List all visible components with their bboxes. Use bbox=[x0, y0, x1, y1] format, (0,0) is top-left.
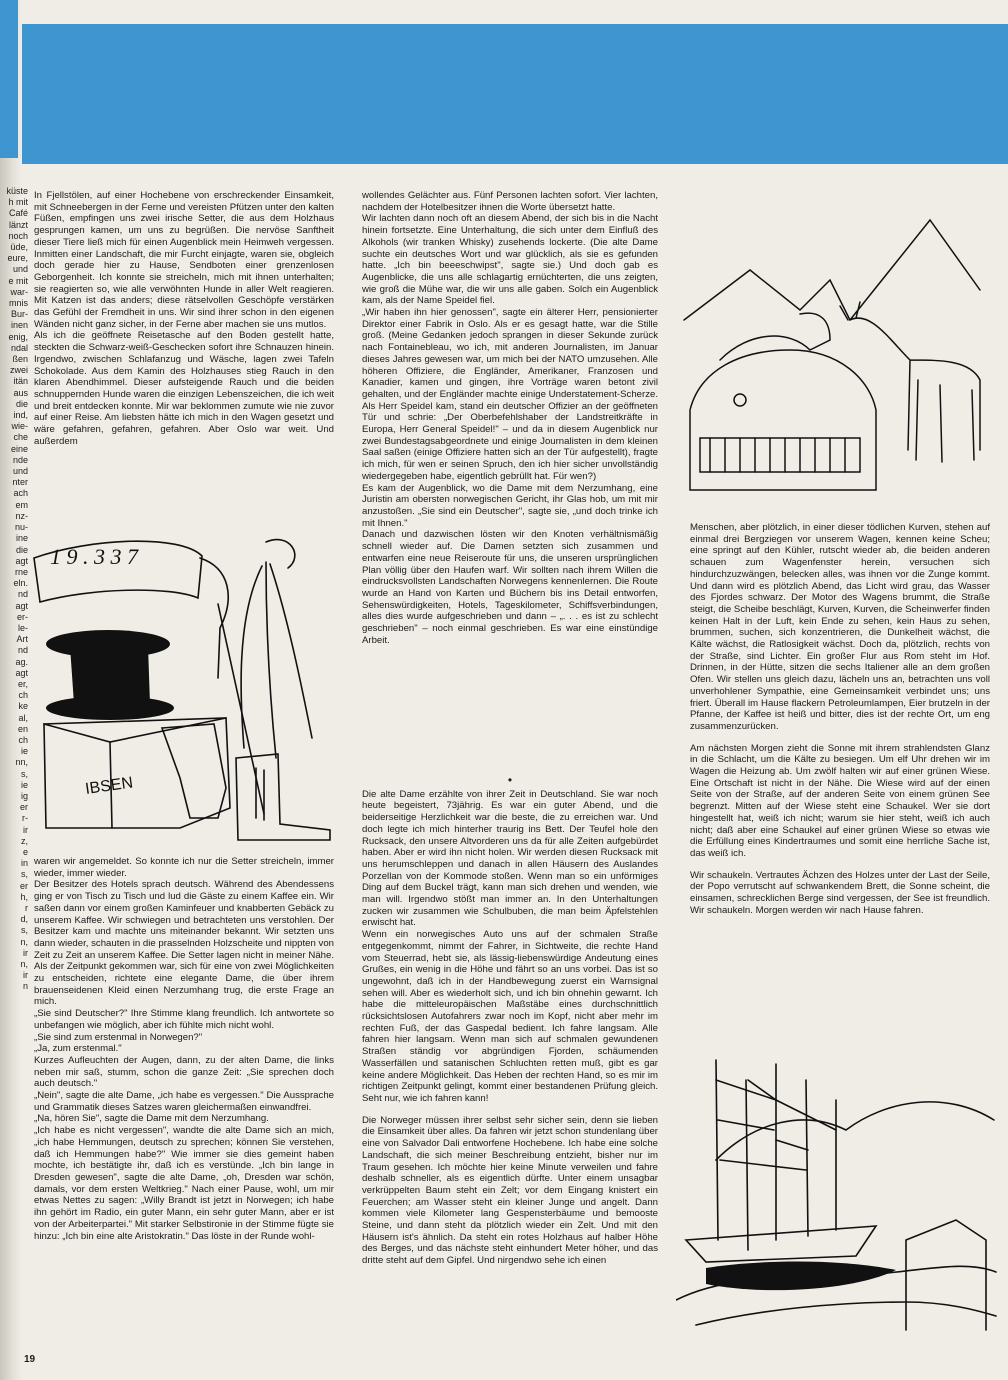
fragment-line: noch bbox=[8, 230, 28, 241]
fragment-line: ach bbox=[13, 488, 28, 499]
fragment-line: zwei bbox=[9, 365, 28, 376]
fragment-line: ir bbox=[23, 947, 28, 958]
fragment-line: in bbox=[20, 858, 28, 869]
fragment-line: n, bbox=[20, 936, 28, 947]
paragraph: Als ich die geöffnete Reisetasche auf den Boden gestellt hatte, steckten die Schwarz-weiß-Geschecken sofort ihre Schnauzen hinein. Irgendwo, zwischen Schlafanzug und Wäsche, lagen zwei Tafeln Schokolade. Aus dem Kamin des Holzhauses stieg Rauch in den klaren Abendhimmel. Dieser aufsteigende Rauch und die beiden schnuppernden Hunde waren die einzigen Lebenszeichen, die ich weit und breit entdecken konnte. Mir war beklommen zumute wie nie zuvor auf einer Reise. Am liebsten hätte ich mich in den Wagen gesetzt und wäre gefahren, gefahren, gefahren. Aber Oslo war weit. Und außerdem bbox=[34, 330, 334, 447]
fragment-line: nde bbox=[12, 454, 28, 465]
fragment-line: er- bbox=[17, 611, 28, 622]
fragment-line: h, bbox=[20, 891, 28, 902]
fragment-line: inen bbox=[10, 320, 28, 331]
hat-box-label: IBSEN bbox=[84, 774, 135, 798]
fragment-line: üde, bbox=[10, 242, 28, 253]
fragment-line: küste bbox=[6, 186, 28, 196]
article-column-3 bbox=[690, 522, 990, 917]
paragraph: Es kam der Augenblick, wo die Dame mit dem Nerzumhang, eine Juristin am obersten norwegischen Gericht, ihr Glas hob, um mit mir anzustoßen. „Sie sind ein Deutscher", sagte sie, „und doch trinke ich mit Ihnen." bbox=[362, 482, 658, 529]
paragraph: Die Norweger müssen ihrer selbst sehr sicher sein, denn sie lieben die Einsamkeit über alles. Da fahren wir jetzt schon stundenlang über eine von Salvador Dali entworfene Hochebene. Ich habe eine solche Landschaft, die sich meiner Beschreibung entzieht, bisher nur im Traum gesehen. Ich möchte hier keine Minute verweilen und fahre deshalb schneller, als es eigentlich dürfte. Unter einem unsagbar verkrüppelten Baum steht ein Zelt; vor dem Eingang knistert ein Feuerchen; am Wasser steht ein kleiner Junge und angelt. Dann kommen viele Kilometer lang Gespensterbäume und bemooste Steine, und dann steht da plötzlich wieder ein Zelt. Und mit den Häusern ist's ähnlich. Da steht ein rotes Holzhaus auf halber Höhe des Berges, und das nächste steht einhundert Meter höher, und das dritte steht auf dem Gipfel. Und nirgendwo sehe ich einen bbox=[362, 1114, 658, 1267]
fragment-line: en bbox=[17, 723, 28, 734]
fragment-line: eine bbox=[10, 443, 28, 454]
paragraph: „Ich habe es nicht vergessen", wandte die alte Dame sich an mich, „ich habe Hemmungen, deutsch zu sprechen; können Sie verstehen, daß ich Hemmungen habe?" Wie immer sie dies gemeint haben mochte, ich bestätigte ihr, daß ich es verstünde. „Ich bin lange in Dresden gewesen", sagte die alte Dame, „oh, Dresden war schön, damals, vor dem ersten Weltkrieg." Nach einer Pause, wohl, um mir etwas Nettes zu sagen: „Willy Brandt ist jetzt in Norwegen; ich habe ihn gehört im Radio, ein guter Mann, ein sehr guter Mann, aber er ist von der Arbeiterpartei." Mit starker Selbstironie in der Stimme fügte sie hinzu: „Ich bin eine alte Aristokratin." Das löste in der Runde wohl- bbox=[34, 1125, 334, 1242]
fragment-line: nn, bbox=[15, 757, 28, 768]
illustration-sailboats-harbor bbox=[676, 1040, 998, 1335]
fragment-line: eure, bbox=[7, 253, 28, 264]
mast-1 bbox=[716, 1060, 718, 1240]
fragment-line: Bur- bbox=[10, 309, 28, 320]
paragraph: Menschen, aber plötzlich, in einer dieser tödlichen Kurven, stehen auf einmal drei Bergziegen vor unserem Wagen, kennen keine Scheu; eine springt auf den Kühler, rutscht wieder ab, die beiden anderen schauen zum Wagenfenster herein, versuchen sich hindurchzuzwängen, belecken alles, was ihnen vor die Zunge kommt. Und dann wird es plötzlich Abend, das Licht wird grau, das Wasser des Fjordes schwarz. Der Motor des Wagens brummt, die Straße steigt, die Scheibe beschlägt, Kurven, Kurven, die Scheinwerfer finden keinen Halt in der Luft, kein Ende zu sehen, kein Haus zu sehen, brummen, suchen, sich konzentrieren, die Dunkelheit wächst, die Kälte wächst, die Ratlosigkeit wächst. Doch da, plötzlich, rechts von der Straße, sind Lichter. Ein großer Flur aus Rom steht im Hof. Drinnen, in der Hütte, sitzen die sechs Italiener alle an dem großen Ofen. Wir stellen uns gleich dazu, lächeln uns an, betrachten uns voll unverhohlener Sympathie, eine Gemeinsamkeit verbindet uns; uns friert. Überall im Hause flackern Petroleumlampen, Eier brutzeln in der Pfanne, der Kaffee ist heiß und bitter, dies ist der rechte Ort, um eng zusammenzurücken. bbox=[690, 522, 990, 732]
fragment-line: e mit bbox=[8, 275, 28, 286]
boot-left bbox=[162, 724, 226, 818]
fragment-line: ir bbox=[23, 970, 28, 981]
page-number: 19 bbox=[24, 1354, 36, 1365]
article-column-1-top bbox=[34, 190, 334, 447]
paragraph: Wir lachten dann noch oft an diesem Abend, der sich bis in die Nacht hinein fortsetzte. Eine Unterhaltung, die sich unter dem Einfluß des Alkohols (wir tranken Whisky) zusehends lockerte. (Die alte Dame suchte ein deutsches Wort und war glücklich, als sie es gefunden hatte. „Ich bin beeeschwipst", sagte sie.) Und doch gab es Augenblicke, die uns alle schlagartig ernüchterten, die uns zeigten, wie groß die Mühe war, die wir uns alle gaben. Solch ein Augenblick kam, als der Name Speidel fiel. bbox=[362, 213, 658, 307]
fragment-line: ig bbox=[20, 790, 28, 801]
paragraph: wollendes Gelächter aus. Fünf Personen lachten sofort. Vier lachten, nachdem der Hotelbesitzer ihnen die Worte übersetzt hatte. bbox=[362, 190, 658, 213]
paragraph: Kurzes Aufleuchten der Augen, dann, zu der alten Dame, die links neben mir saß, stumm, schon die ganze Zeit: „Sie sprechen doch auch deutsch." bbox=[34, 1054, 334, 1090]
fragment-line: ie bbox=[20, 746, 28, 757]
previous-page-column-fragment bbox=[0, 186, 30, 1086]
section-separator-dot: • bbox=[507, 773, 513, 787]
fragment-line: eln. bbox=[13, 578, 28, 589]
mast-4 bbox=[806, 1080, 808, 1236]
fragment-line: die bbox=[15, 544, 28, 555]
top-hat bbox=[46, 630, 174, 720]
fragment-line: s, bbox=[20, 768, 28, 779]
article-column-1-bottom bbox=[34, 856, 334, 1242]
fragment-line: ch bbox=[18, 690, 28, 701]
fragment-line: ind, bbox=[13, 410, 28, 421]
paragraph: „Ja, zum erstenmal." bbox=[34, 1043, 122, 1055]
fragment-line: wie- bbox=[11, 421, 28, 432]
fragment-line: n bbox=[22, 981, 28, 992]
fragment-line: em bbox=[15, 499, 28, 510]
fragment-line: s, bbox=[20, 925, 28, 936]
fragment-line: le- bbox=[17, 622, 28, 633]
fragment-line: und bbox=[12, 466, 28, 477]
paragraph: „Sie sind Deutscher?" Ihre Stimme klang freundlich. Ich antwortete so unbefangen wie möglich, aber ich fühlte mich nicht wohl. bbox=[34, 1008, 334, 1031]
goat-standing bbox=[850, 318, 980, 462]
fragment-line: nu- bbox=[14, 522, 28, 533]
paragraph: „Nein", sagte die alte Dame, „ich habe es vergessen." Die Aussprache und Grammatik dieses Satzes waren gleichermaßen einwandfrei. bbox=[34, 1090, 334, 1113]
fragment-line: er bbox=[19, 880, 28, 891]
fragment-line: ßen bbox=[12, 354, 28, 365]
fragment-line: e bbox=[22, 846, 28, 857]
paragraph: „Wir haben ihn hier genossen", sagte ein älterer Herr, pensionierter Direktor einer Fabrik in Oslo. Als er es gesagt hatte, war die Stille groß. (Meine Gedanken jedoch sprangen in dieser Sekunde zurück nach Fontainebleau, wo ich, mit anderen Journalisten, im Januar dieses Jahres gewesen war, um mich bei der NATO umzusehen. Alle höheren Offiziere, die Engländer, Amerikaner, Franzosen und Kanadier, kamen und gingen, ihre Vorträge waren betont zivil gehalten, und der Engländer machte einige Understatement-Scherze. Als Herr Speidel kam, stand ein deutscher Offizier an der geöffneten Tür und schrie: „Der Oberbefehlshaber der Landstreitkräfte in Europa, Herr General Speidel!" – und da in diesem Augenblick nur zwei Bundestagsabgeordnete und einige Journalisten in dem kleinen Saal saßen (einige Offiziere hatten sich an der Tür aufgestellt), fragte ich mich, für wen er seinen Spruch, den ich hier sicher unvollständig wiedergegeben habe, eigentlich gebrüllt hat. Für wen?) bbox=[362, 307, 658, 482]
fragment-line: itän bbox=[13, 376, 28, 387]
fragment-line: er bbox=[19, 802, 28, 813]
article-column-2-top bbox=[362, 190, 658, 646]
fragment-line: ch bbox=[18, 734, 28, 745]
fragment-line: d, bbox=[20, 914, 28, 925]
paragraph: Der Besitzer des Hotels sprach deutsch. Während des Abendessens ging er von Tisch zu Tisch und lud die Gäste zu einem Kaffee ein. Wir saßen dann vor einem großen Kaminfeuer und knabberten Gebäck zu unserem Kaffee. Wir schwiegen und betrachteten uns verstohlen. Der Besitzer kam und machte uns miteinander bekannt. Wir setzten uns dann wieder, schauten in die prasselnden Holzscheite und nippten von Zeit zu Zeit an unserem Kaffee. Die Setter lagen nicht in meiner Nähe. Als der Zeitpunkt gekommen war, sich für eine von zwei Möglichkeiten zu entscheiden, richtete eine elegante Dame, die über ihrem brauenseidenen Kleid einen Nerzumhang trug, die erste Frage an mich. bbox=[34, 879, 334, 1008]
fragment-line: ag. bbox=[15, 656, 28, 667]
fragment-line: rne bbox=[14, 566, 28, 577]
header-blue-band bbox=[22, 24, 1008, 164]
fragment-line: nd bbox=[17, 645, 28, 656]
fragment-line: mnis bbox=[8, 298, 28, 309]
fragment-line: aus bbox=[13, 387, 28, 398]
paragraph: „Na, hören Sie", sagte die Dame mit dem Nerzumhang. bbox=[34, 1113, 269, 1125]
illustration-goats-on-car bbox=[680, 210, 1000, 515]
fragment-line: Café bbox=[8, 208, 28, 219]
fragment-line: r- bbox=[22, 813, 28, 824]
boot-right bbox=[236, 754, 330, 840]
fragment-line: Art bbox=[16, 634, 28, 645]
fragment-line: ie bbox=[20, 779, 28, 790]
hat-numbers-scribble: 1 9 . 3 3 7 bbox=[50, 544, 138, 569]
fragment-line: agt bbox=[15, 555, 28, 566]
fragment-line: agt bbox=[15, 600, 28, 611]
hat-box bbox=[44, 718, 230, 828]
fragment-line: ine bbox=[15, 533, 28, 544]
article-column-2-bottom bbox=[362, 767, 658, 1267]
fragment-line: s, bbox=[20, 869, 28, 880]
hull bbox=[686, 1226, 876, 1262]
paragraph: Die alte Dame erzählte von ihrer Zeit in Deutschland. Sie war noch heute begeistert, 73jährig. Es war ein guter Abend, und die beiderseitige Herzlichkeit war die beste, die zu erreichen war. Und doch legte ich mich hinterher traurig ins Bett. Der Teufel hole den Rucksack, den unsere Altvorderen uns da für alle Zeiten aufgebürdet haben. Aber er wird ihn nicht holen. Wir werden diesen Rucksack mit uns herumschleppen und danach in allen Häusern des Auslandes Porzellan von der Kommode stoßen. Wenn man so ein unförmiges Ding auf dem Buckel trägt, kann man sich drehen und wenden, wie man will. Irgendwo stößt man immer an. In den Unterhaltungen zucken wir zusammen wie Schulbuben, die man beim Äpfelstehlen erwischt hat. bbox=[362, 788, 658, 929]
mast-2 bbox=[746, 1080, 748, 1250]
paragraph: „Sie sind zum erstenmal in Norwegen?" bbox=[34, 1031, 203, 1043]
fragment-line: die bbox=[15, 398, 28, 409]
fragment-line: che bbox=[13, 432, 28, 443]
paragraph: waren wir angemeldet. So konnte ich nur die Setter streicheln, immer wieder, immer wieder. bbox=[34, 856, 334, 879]
paragraph: Wir schaukeln. Vertrautes Ächzen des Holzes unter der Last der Seile, der Popo verrutscht auf schwankendem Brett, die Sonne scheint, die einsamen, schrecklichen Berge sind vergessen, der See ist freundlich. Wir schaukeln. Morgen werden wir nach Hause fahren. bbox=[690, 869, 990, 916]
fragment-line: nd bbox=[17, 589, 28, 600]
illustration-top-hat-umbrella-boots bbox=[30, 528, 338, 848]
fragment-line: enig, bbox=[8, 331, 28, 342]
boathouse bbox=[906, 1220, 986, 1330]
paragraph: Am nächsten Morgen zieht die Sonne mit ihrem strahlendsten Glanz in die Schlacht, um die Kälte zu besiegen. Um elf Uhr drehen wir im Wagen die Heizung ab. Um zwölf halten wir auf einer grünen Wiese. Eine Ortschaft ist nicht in der Nähe. Die Wiese wird auf der einen Seite von der Straße, auf der anderen Seite von einem grünen See begrenzt. Mitten auf der Wiese steht eine Schaukel. Wer sie dort hingestellt hat, weiß ich nicht; warum sie hier steht, weiß ich auch nicht; daß aber eine Schaukel auf einer grünen Wiese so etwas wie die Erfüllung eines Kindertraumes und somit eine herrliche Sache ist, das weiß ich. bbox=[690, 742, 990, 859]
paragraph: In Fjellstölen, auf einer Hochebene von erschreckender Einsamkeit, mit Schneebergen in der Ferne und vereisten Pfützen unter den kalten Füßen, empfingen uns zwei irische Setter, die aus dem Holzhaus gesprungen kamen, um uns zu begrüßen. Die nervöse Sanftheit dieser Tiere ließ mich für einen Augenblick mein Heimweh vergessen. Inmitten einer Landschaft, die mir Furcht einjagte, waren sie, obgleich doch gerade hier zu Hause, Sendboten einer grenzenlosen Geborgenheit. Ich konnte sie streicheln, mich mit ihnen unterhalten; sie reagierten so, wie alle verwöhnten Hunde in aller Welt reagieren. Mit Katzen ist das anders; diese rätselvollen Geschöpfe verstärken das Gefühl der Fremdheit in uns. Wir sind ihrer schon in den eigenen Wänden nicht ganz sicher, in der Ferne aber machen sie uns mutlos. bbox=[34, 190, 334, 330]
car-body bbox=[690, 350, 876, 490]
fragment-line: er, bbox=[17, 678, 28, 689]
paragraph: Danach und dazwischen lösten wir den Knoten verhältnismäßig schnell wieder auf. Die Damen setzten sich zusammen und entwarfen eine neue Reiseroute für uns, die unseren ursprünglichen Plan völlig über den Haufen warf. Wir sollten nach ihrem Willen die eindrucksvollsten Landschaften Norwegens kennenlernen. Die Route wurde an Hand von Karten und Büchern bis ins Detail entworfen, Sehenswürdigkeiten, Hotels, Tageskilometer, Schiffsverbindungen, alles dies wurde aufgeschrieben und dann – „. . . es ist zu schlecht geschrieben" – noch einmal geschrieben. Es war eine einstündige Arbeit. bbox=[362, 529, 658, 646]
fragment-line: ndal bbox=[10, 342, 28, 353]
fragment-line: ke bbox=[18, 701, 28, 712]
fragment-line: nter bbox=[12, 477, 28, 488]
fragment-line: n, bbox=[20, 959, 28, 970]
fragment-line: und bbox=[12, 264, 28, 275]
fragment-line: ir bbox=[23, 824, 28, 835]
fragment-line: al, bbox=[18, 712, 28, 723]
prev-page-blue-band bbox=[0, 0, 18, 158]
fragment-line: z, bbox=[20, 835, 28, 846]
car-grill bbox=[700, 438, 860, 472]
fragment-line: nz- bbox=[15, 510, 28, 521]
fragment-line: agt bbox=[15, 667, 28, 678]
hills bbox=[716, 1102, 994, 1160]
fragment-line: war- bbox=[10, 286, 28, 297]
mountain bbox=[684, 220, 980, 320]
fragment-line: länzt bbox=[8, 219, 28, 230]
fragment-line: r bbox=[25, 903, 28, 913]
paragraph: Wenn ein norwegisches Auto uns auf der schmalen Straße entgegenkommt, nimmt der Fahrer, in Sichtweite, die rechte Hand vom Steuerrad, hebt sie, als lässig-liebenswürdige Andeutung eines Grußes, ein wenig in die Höhe und fährt so an uns vorbei. Das ist so ungewohnt, daß ich in der Handbewegung zuerst ein Warnsignal sehen will. Aber es wiederholt sich, und ich bin ohnehin gewarnt. Ich habe die mitteleuropäischen Maßstäbe eines durchschnittlich rücksichtslosen Autofahrers zwar noch im Kopf, nicht aber mehr im rechten Fuß, der das Gaspedal bedient. Ich fahre langsam. Alle fahren hier langsam. Wenn man sich auf schmalen gewundenen Straßen ständig vor abgründigen Fjorden, schäumenden Wasserfällen und satanischen Schluchten retten muß, gibt es gar keine andere Möglichkeit. Das Heben der rechten Hand, so es mir im richtigen Zeitpunkt gelingt, kommt einer bestandenen Prüfung gleich. Seht nur, wie ich fahren kann! bbox=[362, 929, 658, 1104]
fragment-line: h mit bbox=[8, 197, 28, 208]
